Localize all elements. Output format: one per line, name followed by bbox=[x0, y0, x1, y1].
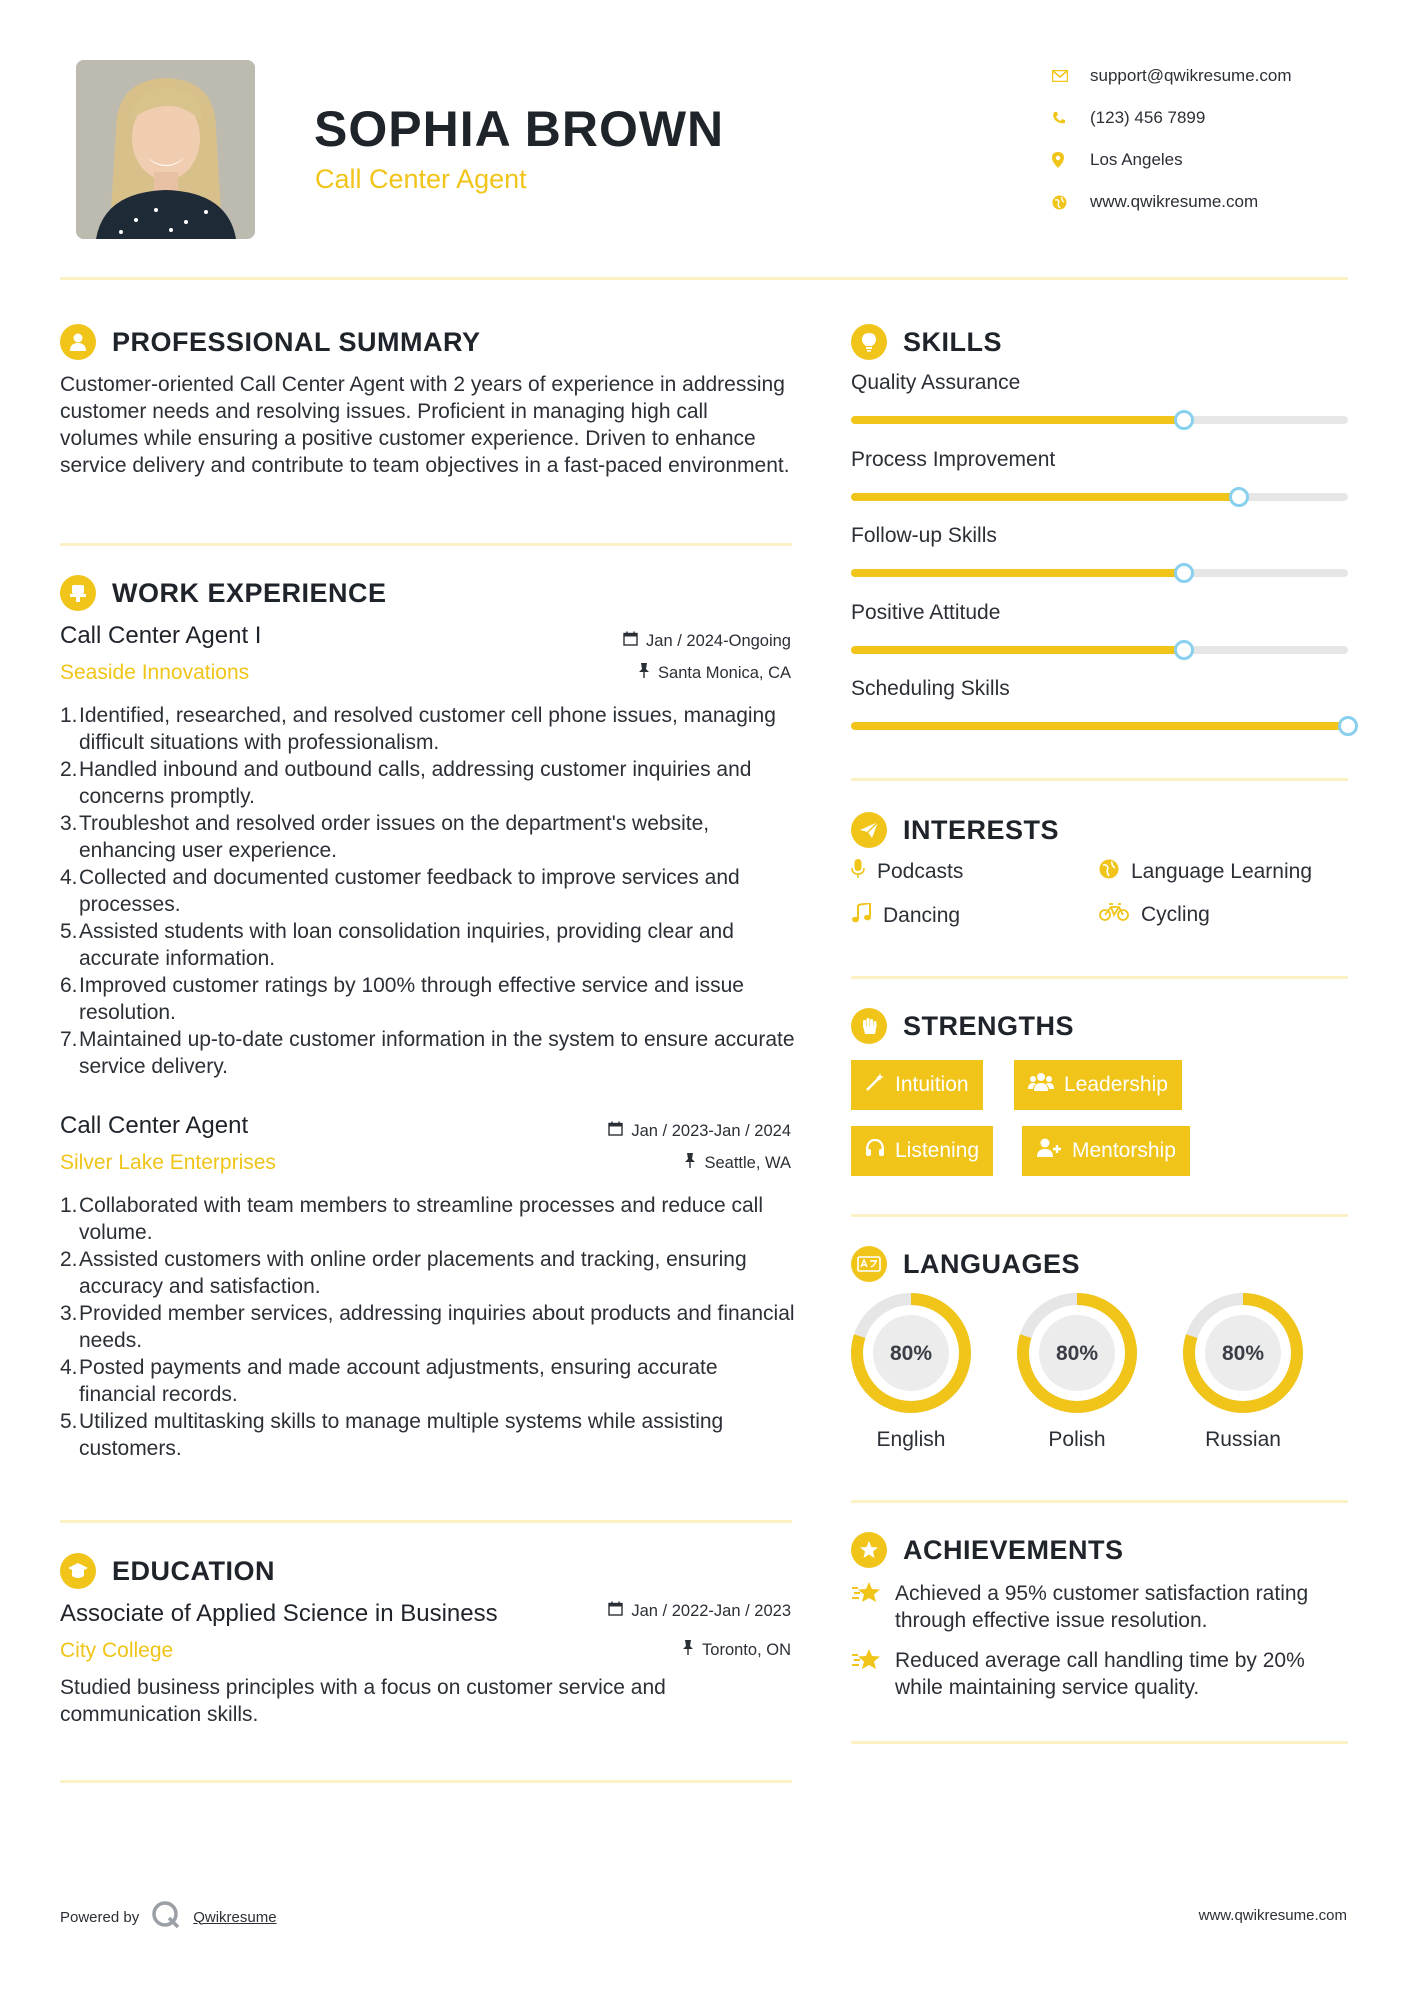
list-item: 7. Maintained up-to-date customer information in the system to ensure accurate service delivery. bbox=[60, 1028, 795, 1078]
job-1-title: Call Center Agent I bbox=[60, 622, 262, 649]
skill-bar-fill bbox=[851, 493, 1239, 501]
skill-bar-track bbox=[851, 493, 1348, 501]
interest-cycling bbox=[1099, 903, 1210, 927]
language-icon bbox=[851, 1246, 887, 1282]
briefcase-icon bbox=[60, 575, 96, 611]
paper-plane-icon bbox=[851, 812, 887, 848]
achievements-divider bbox=[851, 1741, 1348, 1744]
experience-divider bbox=[60, 1520, 792, 1523]
contact-phone[interactable] bbox=[1050, 97, 1370, 139]
powered-by-text: Powered by bbox=[60, 1908, 140, 1926]
strength-intuition bbox=[851, 1060, 983, 1110]
job-2-title: Call Center Agent bbox=[60, 1112, 249, 1139]
education-location bbox=[682, 1640, 791, 1660]
microphone-icon bbox=[851, 859, 865, 885]
strength-label: Listening bbox=[895, 1139, 980, 1162]
interest-podcasts bbox=[851, 859, 963, 885]
list-item: 4. Collected and documented customer feedback to improve services and processes. bbox=[60, 866, 740, 916]
contact-phone-text: (123) 456 7899 bbox=[1090, 108, 1206, 127]
list-item: 1. Identified, researched, and resolved customer cell phone issues, managing difficult situations with professionalism. bbox=[60, 704, 776, 754]
achievements-heading bbox=[851, 1532, 1124, 1568]
candidate-name: SOPHIA BROWN bbox=[314, 101, 725, 157]
strengths-divider bbox=[851, 1214, 1348, 1217]
summary-text: Customer-oriented Call Center Agent with 2 years of experience in addressing customer needs and resolving issues. Proficient in managing high call volumes while ensuring a positive customer experience. Driven to enhance service delivery and contribute to team objectives in a fast-paced environment. bbox=[60, 373, 790, 477]
contact-list bbox=[1050, 55, 1370, 223]
language-name: English bbox=[876, 1428, 946, 1451]
qwikresume-logo-icon bbox=[151, 1900, 181, 1934]
interests-divider bbox=[851, 976, 1348, 979]
list-item: 5. Assisted students with loan consolidation inquiries, providing clear and accurate information. bbox=[60, 920, 734, 970]
job-2-bullets bbox=[60, 1192, 795, 1462]
job-2-location bbox=[684, 1153, 791, 1173]
language-ring bbox=[1016, 1292, 1138, 1419]
fist-icon bbox=[851, 1008, 887, 1044]
languages-heading bbox=[851, 1246, 1080, 1282]
list-item: 3. Troubleshot and resolved order issues on the department's website, enhancing user experience. bbox=[60, 812, 710, 862]
job-1-bullets bbox=[60, 702, 795, 1080]
education-location-text: Toronto, ON bbox=[702, 1640, 791, 1659]
skill-bar-fill bbox=[851, 646, 1184, 654]
skill-bar-fill bbox=[851, 722, 1348, 730]
header-divider bbox=[60, 277, 1348, 280]
language-percent: 80% bbox=[1055, 1342, 1099, 1365]
achievements-heading-text: ACHIEVEMENTS bbox=[903, 1534, 1124, 1565]
skill-name: Process Improvement bbox=[851, 447, 1056, 471]
list-item: 1. Collaborated with team members to streamline processes and reduce call volume. bbox=[60, 1194, 763, 1244]
contact-website[interactable] bbox=[1050, 181, 1370, 223]
strength-leadership bbox=[1014, 1060, 1182, 1110]
footer-powered-by bbox=[60, 1900, 277, 1934]
interests-heading-text: INTERESTS bbox=[903, 814, 1060, 845]
skill-bar-knob bbox=[1174, 563, 1194, 583]
experience-heading bbox=[60, 575, 387, 611]
list-item: 5. Utilized multitasking skills to manage multiple systems while assisting customers. bbox=[60, 1410, 724, 1460]
headphones-icon bbox=[865, 1138, 885, 1164]
footer-website[interactable]: www.qwikresume.com bbox=[1198, 1907, 1347, 1924]
job-1-company: Seaside Innovations bbox=[60, 661, 250, 684]
interest-dancing bbox=[851, 903, 960, 929]
contact-location-text: Los Angeles bbox=[1090, 150, 1183, 169]
star-icon bbox=[851, 1580, 883, 1634]
star-icon bbox=[851, 1647, 883, 1701]
phone-icon bbox=[1050, 111, 1090, 125]
skills-heading-text: SKILLS bbox=[903, 326, 1003, 357]
calendar-icon bbox=[608, 1601, 623, 1621]
interests-heading bbox=[851, 812, 1059, 848]
interest-label: Cycling bbox=[1141, 903, 1210, 926]
job-1-location-text: Santa Monica, CA bbox=[658, 663, 791, 682]
skill-bar-fill bbox=[851, 416, 1184, 424]
skills-divider bbox=[851, 778, 1348, 781]
education-heading-text: EDUCATION bbox=[112, 1555, 275, 1586]
strengths-heading-text: STRENGTHS bbox=[903, 1010, 1075, 1041]
pushpin-icon bbox=[638, 663, 650, 683]
strength-listening bbox=[851, 1126, 993, 1176]
skill-bar-track bbox=[851, 722, 1348, 730]
experience-heading-text: WORK EXPERIENCE bbox=[112, 577, 387, 608]
skill-bar-fill bbox=[851, 569, 1184, 577]
list-item: 6. Improved customer ratings by 100% through effective service and issue resolution. bbox=[60, 974, 744, 1024]
languages-divider bbox=[851, 1500, 1348, 1503]
envelope-icon bbox=[1050, 70, 1090, 82]
interest-label: Podcasts bbox=[877, 860, 964, 883]
education-dates bbox=[608, 1601, 791, 1621]
interest-label: Language Learning bbox=[1131, 860, 1313, 883]
skill-bar-knob bbox=[1174, 640, 1194, 660]
strength-label: Leadership bbox=[1064, 1073, 1168, 1096]
skill-bar-knob bbox=[1174, 410, 1194, 430]
achievement-text: Reduced average call handling time by 20% while maintaining service quality. bbox=[895, 1649, 1305, 1699]
skill-bar-knob bbox=[1338, 716, 1358, 736]
skill-name: Scheduling Skills bbox=[851, 677, 1010, 700]
pushpin-icon bbox=[684, 1153, 696, 1173]
footer-brand-link[interactable]: Qwikresume bbox=[193, 1908, 277, 1926]
graduation-cap-icon bbox=[60, 1553, 96, 1589]
skill-bar-track bbox=[851, 646, 1348, 654]
strengths-heading bbox=[851, 1008, 1074, 1044]
award-icon bbox=[851, 1532, 887, 1568]
users-icon bbox=[1028, 1072, 1054, 1098]
user-plus-icon bbox=[1036, 1138, 1062, 1164]
globe-icon bbox=[1099, 859, 1119, 885]
contact-location bbox=[1050, 139, 1370, 181]
education-divider bbox=[60, 1780, 792, 1783]
contact-email[interactable] bbox=[1050, 55, 1370, 97]
calendar-icon bbox=[608, 1121, 623, 1141]
strength-label: Intuition bbox=[895, 1073, 969, 1096]
achievement-item bbox=[851, 1580, 1341, 1634]
summary-divider bbox=[60, 543, 792, 546]
job-2-dates bbox=[608, 1121, 791, 1141]
language-ring bbox=[850, 1292, 972, 1419]
education-dates-text: Jan / 2022-Jan / 2023 bbox=[631, 1601, 791, 1620]
skill-bar-knob bbox=[1229, 487, 1249, 507]
candidate-title: Call Center Agent bbox=[315, 164, 527, 194]
bicycle-icon bbox=[1099, 903, 1129, 927]
strength-mentorship bbox=[1022, 1126, 1190, 1176]
skills-heading bbox=[851, 324, 1002, 360]
magic-wand-icon bbox=[865, 1072, 885, 1098]
profile-photo bbox=[76, 60, 255, 239]
skill-bar-track bbox=[851, 416, 1348, 424]
summary-heading-text: PROFESSIONAL SUMMARY bbox=[112, 326, 481, 357]
language-name: Polish bbox=[1048, 1428, 1106, 1451]
education-school: City College bbox=[60, 1639, 174, 1662]
language-percent: 80% bbox=[1221, 1342, 1265, 1365]
music-note-icon bbox=[851, 903, 871, 929]
list-item: 4. Posted payments and made account adjustments, ensuring accurate financial records. bbox=[60, 1356, 718, 1406]
language-ring bbox=[1182, 1292, 1304, 1419]
contact-email-text: support@qwikresume.com bbox=[1090, 66, 1292, 85]
education-description: Studied business principles with a focus on customer service and communication skills. bbox=[60, 1676, 666, 1726]
location-pin-icon bbox=[1050, 152, 1090, 168]
skill-name: Positive Attitude bbox=[851, 600, 1001, 624]
education-degree: Associate of Applied Science in Business bbox=[60, 1600, 498, 1627]
user-icon bbox=[60, 324, 96, 360]
pushpin-icon bbox=[682, 1640, 694, 1660]
job-2-company: Silver Lake Enterprises bbox=[60, 1151, 276, 1174]
job-1-dates bbox=[623, 631, 791, 651]
language-name: Russian bbox=[1205, 1428, 1281, 1451]
skill-name: Quality Assurance bbox=[851, 371, 1021, 394]
language-percent: 80% bbox=[889, 1342, 933, 1365]
achievement-item bbox=[851, 1647, 1341, 1701]
job-1-location bbox=[638, 663, 791, 683]
globe-icon bbox=[1050, 195, 1090, 210]
calendar-icon bbox=[623, 631, 638, 651]
summary-heading bbox=[60, 324, 481, 360]
skill-name: Follow-up Skills bbox=[851, 524, 997, 547]
strength-label: Mentorship bbox=[1072, 1139, 1176, 1162]
list-item: 2. Handled inbound and outbound calls, addressing customer inquiries and concerns promptly. bbox=[60, 758, 752, 808]
achievement-text: Achieved a 95% customer satisfaction rating through effective issue resolution. bbox=[895, 1582, 1309, 1632]
languages-heading-text: LANGUAGES bbox=[903, 1248, 1081, 1279]
list-item: 3. Provided member services, addressing inquiries about products and financial needs. bbox=[60, 1302, 795, 1352]
education-heading bbox=[60, 1553, 275, 1589]
list-item: 2. Assisted customers with online order placements and tracking, ensuring accuracy and satisfaction. bbox=[60, 1248, 747, 1298]
lightbulb-icon bbox=[851, 324, 887, 360]
skill-bar-track bbox=[851, 569, 1348, 577]
contact-website-text: www.qwikresume.com bbox=[1090, 192, 1259, 211]
job-2-location-text: Seattle, WA bbox=[704, 1153, 791, 1172]
job-1-dates-text: Jan / 2024-Ongoing bbox=[646, 631, 791, 650]
interest-label: Dancing bbox=[883, 904, 961, 927]
interest-language-learning bbox=[1099, 859, 1312, 885]
job-2-dates-text: Jan / 2023-Jan / 2024 bbox=[631, 1121, 791, 1140]
